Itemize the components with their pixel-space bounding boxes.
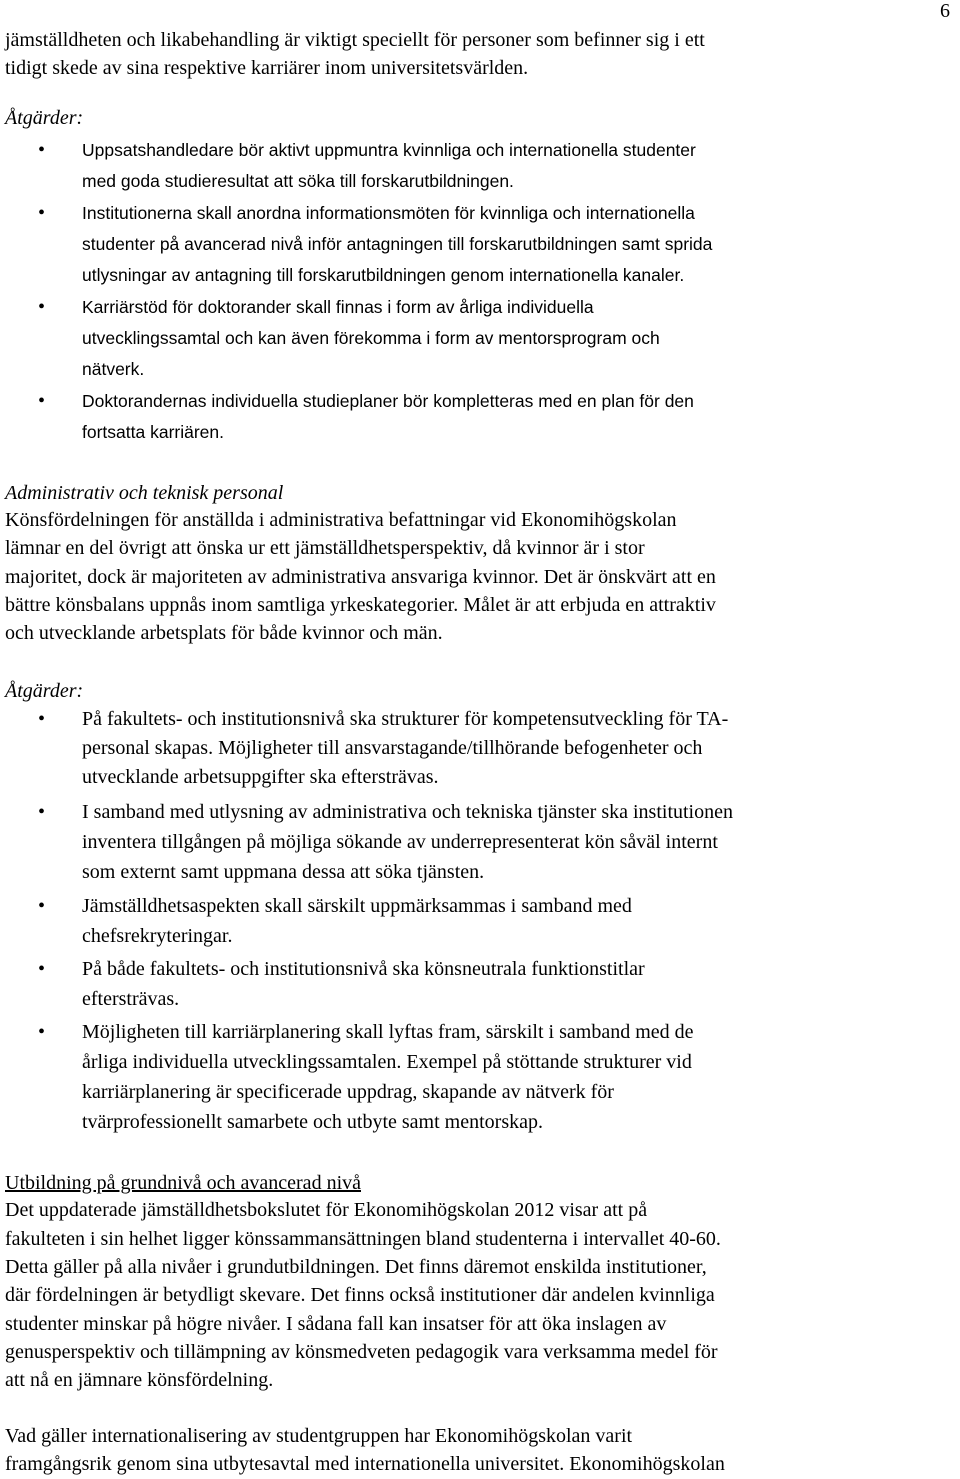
paragraph-line: Vad gäller internationalisering av studentgruppen har Ekonomihögskolan varit — [5, 1425, 633, 1447]
bullet-icon: • — [38, 708, 46, 730]
paragraph-line: där fördelningen är betydligt skevare. Det finns också institutioner där andelen kvinnliga — [5, 1284, 715, 1306]
paragraph-line: studenter minskar på högre nivåer. I sådana fall kan insatser för att öka inslagen av — [5, 1313, 667, 1335]
paragraph-line: Könsfördelningen för anställda i administrativa befattningar vid Ekonomihögskolan — [5, 509, 677, 531]
list-item-line: utvecklande arbetsuppgifter ska eftersträvas. — [82, 766, 439, 788]
list-item-line: Jämställdhetsaspekten skall särskilt uppmärksammas i samband med — [82, 895, 632, 917]
paragraph-line: lämnar en del övrigt att önska ur ett jämställdhetsperspektiv, då kvinnor är i stor — [5, 537, 645, 559]
bullet-icon: • — [38, 1021, 46, 1043]
list-item-line: utlysningar av antagning till forskarutbildningen genom internationella kanaler. — [82, 265, 685, 285]
paragraph-line: genusperspektiv och tillämpning av könsmedveten pedagogik vara verksamma medel för — [5, 1341, 718, 1363]
list-item-line: I samband med utlysning av administrativa och tekniska tjänster ska institutionen — [82, 801, 733, 823]
paragraph-line: Det uppdaterade jämställdhetsbokslutet för Ekonomihögskolan 2012 visar att på — [5, 1199, 648, 1221]
list-item-line: med goda studieresultat att söka till forskarutbildningen. — [82, 171, 514, 191]
intro-line: tidigt skede av sina respektive karriärer inom universitetsvärlden. — [5, 57, 529, 79]
page-number: 6 — [940, 0, 950, 22]
paragraph-line: att nå en jämnare könsfördelning. — [5, 1369, 274, 1391]
list-item-line: På både fakultets- och institutionsnivå ska könsneutrala funktionstitlar — [82, 958, 645, 980]
bullet-icon: • — [38, 296, 46, 318]
list-item-line: Institutionerna skall anordna informationsmöten för kvinnliga och internationella — [82, 203, 695, 223]
paragraph-line: fakulteten i sin helhet ligger könssammansättningen bland studenterna i intervallet 40-60. — [5, 1228, 721, 1250]
bullet-icon: • — [38, 801, 46, 823]
list-item-line: studenter på avancerad nivå inför antagningen till forskarutbildningen samt sprida — [82, 234, 713, 254]
list-item-line: chefsrekryteringar. — [82, 925, 233, 947]
list-item-line: utvecklingssamtal och kan även förekomma i form av mentorsprogram och — [82, 328, 660, 348]
measures-label: Åtgärder: — [5, 680, 84, 702]
list-item-line: Uppsatshandledare bör aktivt uppmuntra kvinnliga och internationella studenter — [82, 140, 696, 160]
list-item-line: eftersträvas. — [82, 988, 180, 1010]
list-item-line: På fakultets- och institutionsnivå ska strukturer för kompetensutveckling för TA- — [82, 708, 729, 730]
section-heading-education: Utbildning på grundnivå och avancerad nivå — [5, 1172, 361, 1194]
list-item-line: årliga individuella utvecklingssamtalen. Exempel på stöttande strukturer vid — [82, 1051, 692, 1073]
bullet-icon: • — [38, 958, 46, 980]
list-item-line: inventera tillgången på möjliga sökande av underrepresenterat kön såväl internt — [82, 831, 718, 853]
paragraph-line: Detta gäller på alla nivåer i grundutbildningen. Det finns däremot enskilda institutioner, — [5, 1256, 707, 1278]
section-heading-admin: Administrativ och teknisk personal — [5, 482, 284, 504]
paragraph-line: bättre könsbalans uppnås inom samtliga yrkeskategorier. Målet är att erbjuda en attraktiv — [5, 594, 716, 616]
list-item-line: som externt samt uppmana dessa att söka tjänsten. — [82, 861, 485, 883]
bullet-icon: • — [38, 895, 46, 917]
list-item-line: fortsatta karriären. — [82, 422, 224, 442]
list-item-line: Karriärstöd för doktorander skall finnas i form av årliga individuella — [82, 297, 594, 317]
list-item-line: personal skapas. Möjligheter till ansvarstagande/tillhörande befogenheter och — [82, 737, 703, 759]
paragraph-line: majoritet, dock är majoriteten av administrativa ansvariga kvinnor. Det är önskvärt att en — [5, 566, 716, 588]
measures-label: Åtgärder: — [5, 107, 84, 129]
paragraph-line: och utvecklande arbetsplats för både kvinnor och män. — [5, 622, 443, 644]
bullet-icon: • — [38, 202, 46, 224]
bullet-icon: • — [38, 139, 46, 161]
intro-line: jämställdheten och likabehandling är viktigt speciellt för personer som befinner sig i ett — [5, 29, 705, 51]
list-item-line: Doktorandernas individuella studieplaner bör kompletteras med en plan för den — [82, 391, 694, 411]
list-item-line: tvärprofessionellt samarbete och utbyte samt mentorskap. — [82, 1111, 543, 1133]
list-item-line: karriärplanering är specificerade uppdrag, skapande av nätverk för — [82, 1081, 614, 1103]
paragraph-line: framgångsrik genom sina utbytesavtal med internationella universitet. Ekonomihögskolan — [5, 1453, 725, 1475]
bullet-icon: • — [38, 390, 46, 412]
list-item-line: Möjligheten till karriärplanering skall lyftas fram, särskilt i samband med de — [82, 1021, 694, 1043]
list-item-line: nätverk. — [82, 359, 145, 379]
